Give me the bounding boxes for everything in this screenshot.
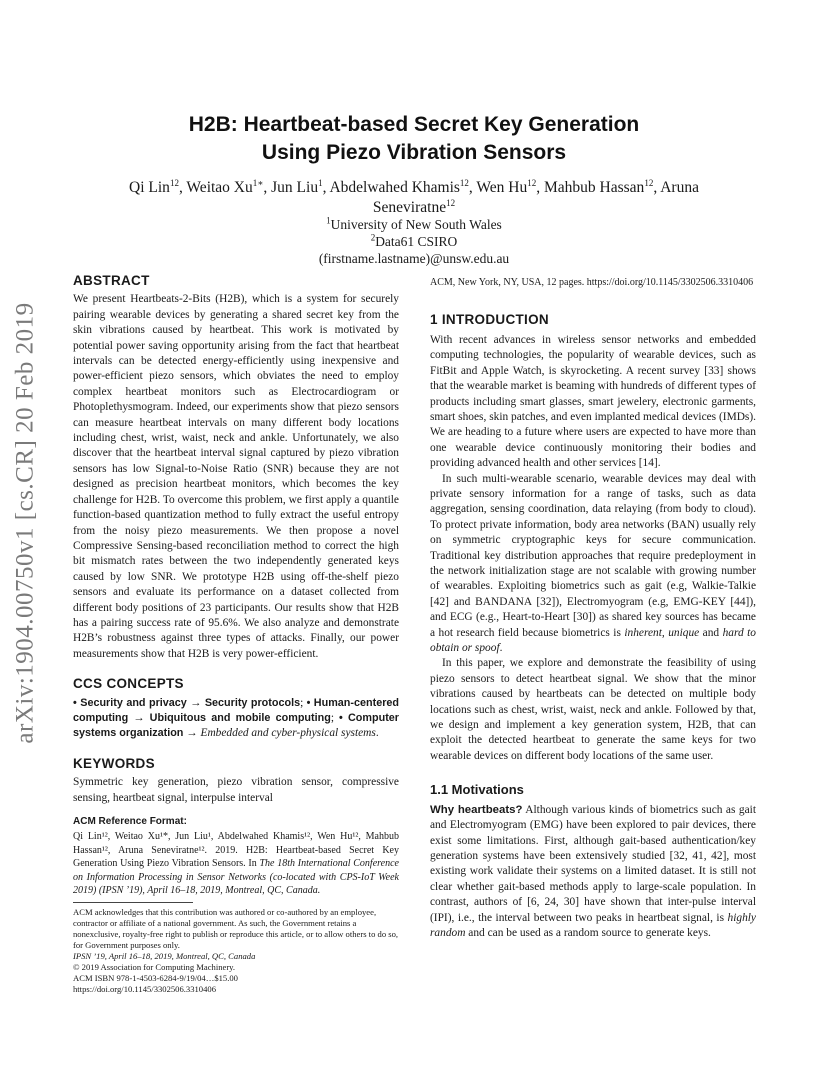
ccs-heading: CCS CONCEPTS: [73, 676, 184, 692]
keywords-text: Symmetric key generation, piezo vibration sensor, compressive sensing, heartbeat signal, interpulse interval: [73, 776, 399, 804]
footnote-rule: [73, 902, 193, 903]
paper-title: [70, 111, 758, 167]
author-email: (firstname.lastname)@unsw.edu.au: [318, 251, 510, 266]
author-list: [90, 178, 738, 218]
footnote-acm-ack: ACM acknowledges that this contribution was authored or co-authored by an employee, contractor or affiliate of a national government. As such, the Government retains a nonexclusive, royalty-free right to publish or reproduce this article, or to allow others to do so, for Government purposes only.: [73, 906, 399, 950]
author: Wen Hu$^{12}$,: [476, 177, 544, 196]
acm-ref-heading: ACM Reference Format:: [73, 816, 187, 827]
arxiv-identifier-text: arXiv:1904.00750v1 [cs.CR] 20 Feb 2019: [12, 302, 40, 744]
intro-paragraph-3: In this paper, we explore and demonstrate the feasibility of using piezo sensors to detect heartbeat signal. We show that the minor vibrations caused by heartbeats can be detected on multiple body locations such as chest, wrist, waist, neck and ankle. Followed by that, we design and implement a key generation system, H2B, that can exploit the detected heartbeat to generate the same keys for two wearable devices on different body locations of the same user.: [430, 657, 756, 762]
acm-ref-continuation: ACM, New York, NY, USA, 12 pages. https://doi.org/10.1145/3302506.3310406: [430, 277, 754, 288]
acm-ref-text: Qi Lin¹², Weitao Xu¹*, Jun Liu¹, Abdelwahed Khamis¹², Wen Hu¹², Mahbub Hassan¹², Aruna Seneviratne¹². 2019. H2B: Heartbeat-based Secret Key Generation Using Piezo Vibration Sensors. In The 18th International Conference on Information Processing in Sensor Networks (co-located with CPS-IoT Week 2019) (IPSN ’19), April 16–18, 2019, Montreal, QC, Canada.: [73, 831, 399, 897]
left-column: [73, 273, 399, 995]
author: Abdelwahed Khamis$^{12}$,: [329, 177, 477, 196]
motivations-heading: 1.1 Motivations: [430, 782, 524, 798]
abstract-text: We present Heartbeats-2-Bits (H2B), which is a system for securely pairing wearable devices by generating a shared secret key from the skin vibrations caused by heartbeat. This work is motivated by potential power saving opportunity arising from the fact that heartbeat intervals can be detected energy-efficiently using inexpensive and power-efficient piezo sensors, which obviates the need to employ complex heartbeat monitors such as Electrocardiogram or Photoplethysmogram. Indeed, our experiments show that piezo sensors can measure heartbeat intervals on many different body locations including chest, wrist, waist, neck and ankle. Unfortunately, we also discover that the heartbeat interval signal captured by piezo vibration sensors has low Signal-to-Noise Ratio (SNR) because they are not designed as precision heartbeat monitors, which becomes the key challenge for H2B. To overcome this problem, we first apply a quantile function-based quantization method to fully extract the useful entropy from the noisy piezo measurements. We then propose a novel Compressive Sensing-based reconciliation method to correct the high bit mismatch rates between the two independently generated keys caused by low SNR. We prototype H2B using off-the-shelf piezo sensors and evaluate its performance on a dataset collected from different body positions of 23 participants. Our results show that H2B has a pairing success rate of 95.6%. We also analyze and demonstrate H2B’s robustness against three types of attacks. Finally, our power measurements show that H2B is very power-efficient.: [73, 293, 399, 660]
footnote-venue: IPSN ’19, April 16–18, 2019, Montreal, QC, Canada: [73, 950, 256, 961]
author: Jun Liu$^1$,: [271, 177, 330, 196]
affiliation-1: $^1$University of New South Wales: [326, 215, 502, 232]
footnote-copyright: © 2019 Association for Computing Machinery.: [73, 961, 236, 972]
author: Aruna Seneviratne$^{12}$: [372, 179, 699, 216]
title-line-1: H2B: Heartbeat-based Secret Key Generation: [188, 113, 640, 136]
arxiv-identifier: [6, 288, 46, 758]
ccs-concepts: • Security and privacy → Security protocols; • Human-centered computing → Ubiquitous and mobile computing; • Computer systems organization → Embedded and cyber-physical systems.: [73, 696, 399, 740]
introduction-heading: 1 INTRODUCTION: [430, 311, 549, 327]
author: Mahbub Hassan$^{12}$,: [544, 177, 661, 196]
abstract-heading: ABSTRACT: [73, 273, 150, 288]
keywords-heading: KEYWORDS: [73, 755, 155, 771]
footnote-isbn: ACM ISBN 978-1-4503-6284-9/19/04…$15.00: [73, 972, 238, 983]
affiliation-2: $^2$Data61 CSIRO: [370, 232, 458, 249]
intro-paragraph-2: In such multi-wearable scenario, wearable devices may deal with private sensory information for a range of tasks, such as data aggregation, sensing coordination, data relaying (from body to cloud). To protect private information, body area networks (BAN) usually rely on symmetric cryptographic keys for secure communication. Traditional key distribution approaches that require predeployment in the network initialization stage are not scalable with growing number of wearables. Exploiting biometrics such as gait (e.g, Walkie-Talkie [42] and BANDANA [32]), Electromyogram (e.g, EMG-KEY [44]), and ECG (e.g., Heart-to-Heart [30]) as shared key sources has became a hot research field because biometrics is inherent, unique and hard to obtain or spoof.: [430, 472, 756, 655]
title-line-2: Using Piezo Vibration Sensors: [261, 141, 567, 164]
author: Weitao $Xu^{1∗}$,: [186, 177, 272, 196]
author: Qi Lin$^{12}$,: [129, 177, 187, 196]
right-column: [430, 276, 756, 941]
motivations-paragraph: Why heartbeats? Although various kinds of biometrics such as gait and Electromyogram (EMG) have been explored to pair devices, there exist some limitations. First, although gait-based authentication/key generation systems have been extensively studied [32, 41, 42], most existing work validate their systems on a limited dataset. It is still not clear whether gait-based methods apply to large-scale population. In contrast, authors of [6, 24, 30] have shown that inter-pulse interval (IPI), i.e., the interval between two peaks in heartbeat signal, is highly random and can be used as a random source to generate keys.: [430, 803, 756, 939]
intro-paragraph-1: With recent advances in wireless sensor networks and embedded computing technologies, the popularity of wearable devices, such as FitBit and Apple Watch, is skyrocketing. A recent survey [33] shows that the wearable market is beaming with hundreds of different types of products including smart glasses, smart jewelery, electronic garments, smart shoes, skin patches, and even implanted medical devices (IMDs). We are heading to a future where users are expected to have more than one wearable device continuously monitoring their bodies and providing advanced health and other services [14].: [430, 333, 756, 470]
footnote-doi[interactable]: https://doi.org/10.1145/3302506.3310406: [73, 983, 216, 994]
